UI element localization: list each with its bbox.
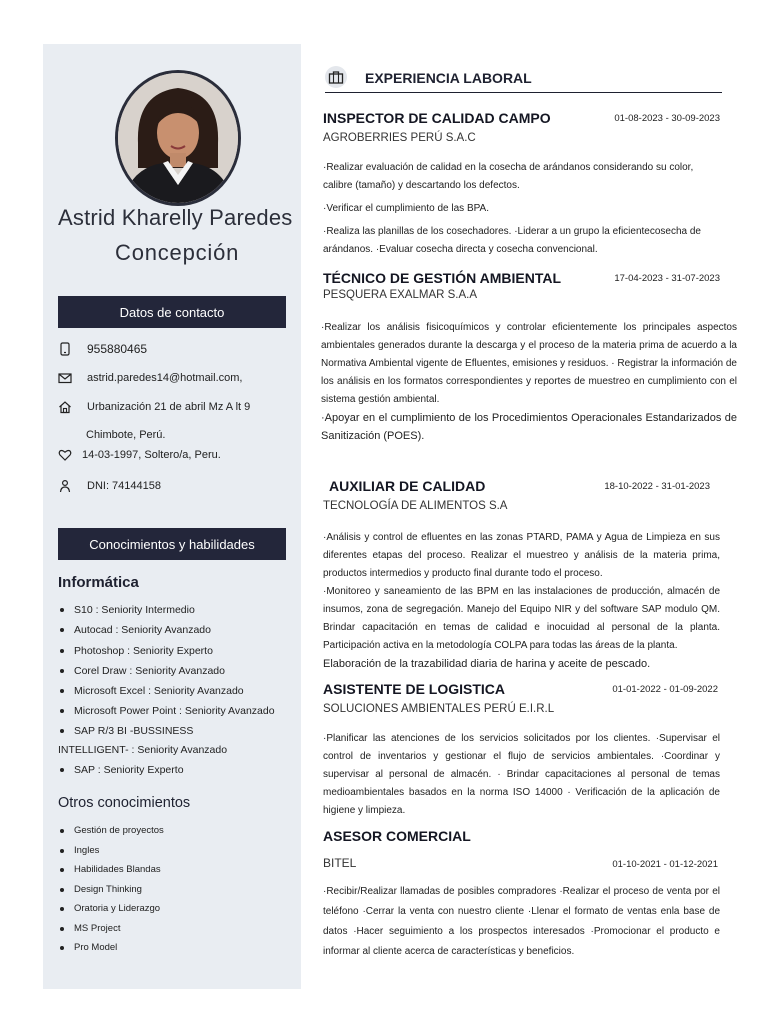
job-entry — [323, 681, 720, 715]
job-description — [321, 319, 737, 445]
phone-text: 955880465 — [87, 342, 148, 356]
job-entry — [323, 110, 720, 144]
job-title: ASESOR COMERCIAL — [323, 828, 471, 844]
user-icon — [58, 479, 72, 493]
desc-paragraph: ·Monitoreo y saneamiento de las BPM en las instalaciones de producción, almacén de insumos, zona de segregación. Manejo del Equipo NIR y del software SAP modulo QM. Brindar capacitación en temas de calidad e inocuidad al personal de la planta. Participación activa en la metodología COLPA para todas las áreas de la planta. — [323, 586, 720, 651]
desc-paragraph: ·Planificar las atenciones de los servicios solicitados por los clientes. ·Supervisar el control de inventarios y gestionar el flujo de servicios ambientales. ·Coordinar y supervisar al personal de almacén. · Brindar capacitaciones al personal de temas medioambientales basados en la norma ISO 14000 · Verificación de la aplicación de higiene y limpieza. — [323, 733, 720, 816]
skill-item: SAP R/3 BI -BUSSINESS INTELLIGENT- : Seniority Avanzado — [58, 722, 258, 760]
job-entry — [323, 828, 720, 870]
job-entry — [323, 478, 710, 512]
experience-title: EXPERIENCIA LABORAL — [365, 70, 532, 86]
heart-icon — [58, 448, 72, 462]
briefcase-icon — [325, 66, 347, 88]
address-line2: Chimbote, Perú. — [86, 429, 166, 441]
skill-item: Habilidades Blandas — [58, 860, 293, 880]
job-dates: 01-10-2021 - 01-12-2021 — [612, 859, 718, 870]
contact-dni — [58, 479, 161, 493]
skill-item: Oratoria y Liderazgo — [58, 899, 293, 919]
job-title: TÉCNICO DE GESTIÓN AMBIENTAL — [323, 270, 561, 286]
job-entry — [323, 270, 720, 301]
skill-item: Autocad : Seniority Avanzado — [58, 620, 293, 640]
skill-item: Pro Model — [58, 938, 293, 958]
desc-paragraph: ·Realizar evaluación de calidad en la cosecha de arándanos considerando su color, calibre (tamaño) y descartando los defectos. — [323, 162, 694, 191]
informatica-title: Informática — [58, 574, 139, 591]
job-company: PESQUERA EXALMAR S.A.A — [323, 289, 478, 301]
job-title: INSPECTOR DE CALIDAD CAMPO — [323, 110, 551, 126]
home-icon — [58, 400, 72, 414]
job-company: AGROBERRIES PERÚ S.A.C — [323, 132, 476, 144]
address-line1: Urbanización 21 de abril Mz A lt 9 — [87, 401, 251, 413]
desc-paragraph: ·Recibir/Realizar llamadas de posibles compradores ·Realizar el proceso de venta por el teléfono ·Cerrar la venta con nuestro cliente ·Llenar el formato de ventas enla base de datos ·Hacer seguimiento a los prospectos interesados ·Promocionar el producto e informar al cliente acerca de características y beneficios. — [323, 886, 720, 957]
otros-list — [58, 821, 293, 958]
job-company: BITEL — [323, 856, 357, 870]
desc-paragraph: ·Realiza las planillas de los cosechadores. ·Liderar a un grupo la eficientecosecha de arándanos. ·Evaluar cosecha directa y cosecha convencional. — [323, 226, 701, 255]
name-second-line: Concepción — [115, 240, 240, 265]
name-first-line: Astrid Kharelly Paredes — [58, 205, 293, 230]
profile-photo — [118, 73, 238, 203]
skill-item: Ingles — [58, 841, 293, 861]
skill-item: Microsoft Power Point : Seniority Avanzado — [58, 701, 293, 721]
job-company: SOLUCIONES AMBIENTALES PERÚ E.I.R.L — [323, 703, 555, 715]
job-company: TECNOLOGÍA DE ALIMENTOS S.A — [323, 500, 508, 512]
job-title: AUXILIAR DE CALIDAD — [329, 478, 486, 494]
contact-birth — [58, 448, 221, 462]
avatar — [115, 70, 241, 206]
skill-item: Gestión de proyectos — [58, 821, 293, 841]
skill-item: Corel Draw : Seniority Avanzado — [58, 661, 293, 681]
skill-item: S10 : Seniority Intermedio — [58, 600, 293, 620]
skill-item: Photoshop : Seniority Experto — [58, 641, 293, 661]
job-dates: 01-08-2023 - 30-09-2023 — [614, 113, 720, 124]
birth-text: 14-03-1997, Soltero/a, Peru. — [82, 449, 221, 461]
desc-paragraph: ·Análisis y control de efluentes en las zonas PTARD, PAMA y Agua de Limpieza en sus diferentes etapas del proceso. Realizar el muestreo y análisis de la materia prima, productos intermedios y producto final durante todo el proceso. — [323, 532, 720, 579]
job-dates: 01-01-2022 - 01-09-2022 — [612, 684, 718, 695]
desc-paragraph: ·Realizar los análisis fisicoquímicos y controlar eficientemente los principales aspectos ambientales generados durante la descarga y el proceso de la materia prima de acuerdo a la Normativa Ambiental vigente de Efluentes, emisiones y residuos. · Registrar la información de los análisis en los formatos correspondientes y reportes de muestreo en cumplimiento con el sistema gestión ambiental. — [321, 322, 737, 405]
skill-item: MS Project — [58, 919, 293, 939]
job-description — [323, 882, 720, 962]
contact-email — [58, 371, 242, 385]
job-description — [323, 730, 720, 820]
email-text[interactable]: astrid.paredes14@hotmail.com, — [87, 372, 243, 384]
job-dates: 18-10-2022 - 31-01-2023 — [604, 481, 710, 492]
dni-text: DNI: 74144158 — [87, 480, 161, 492]
informatica-list — [58, 600, 293, 780]
skill-item: SAP : Seniority Experto — [58, 760, 293, 780]
desc-paragraph: ·Verificar el cumplimiento de las BPA. — [323, 203, 489, 214]
desc-paragraph: Elaboración de la trazabilidad diaria de harina y aceite de pescado. — [323, 658, 651, 670]
job-title: ASISTENTE DE LOGISTICA — [323, 681, 506, 697]
contact-header: Datos de contacto — [58, 296, 286, 328]
job-description — [323, 529, 720, 673]
skills-header: Conocimientos y habilidades — [58, 528, 286, 560]
mail-icon — [58, 371, 72, 385]
phone-icon — [58, 342, 72, 356]
experience-header — [325, 66, 722, 93]
job-dates: 17-04-2023 - 31-07-2023 — [614, 273, 720, 284]
desc-paragraph: ·Apoyar en el cumplimiento de los Procedimientos Operacionales Estandarizados de Sanitización (POES). — [321, 412, 737, 442]
skill-item: Design Thinking — [58, 880, 293, 900]
contact-phone — [58, 342, 147, 356]
otros-title: Otros conocimientos — [58, 795, 191, 811]
skill-item: Microsoft Excel : Seniority Avanzado — [58, 681, 293, 701]
job-description — [323, 159, 720, 259]
contact-address — [58, 400, 250, 414]
